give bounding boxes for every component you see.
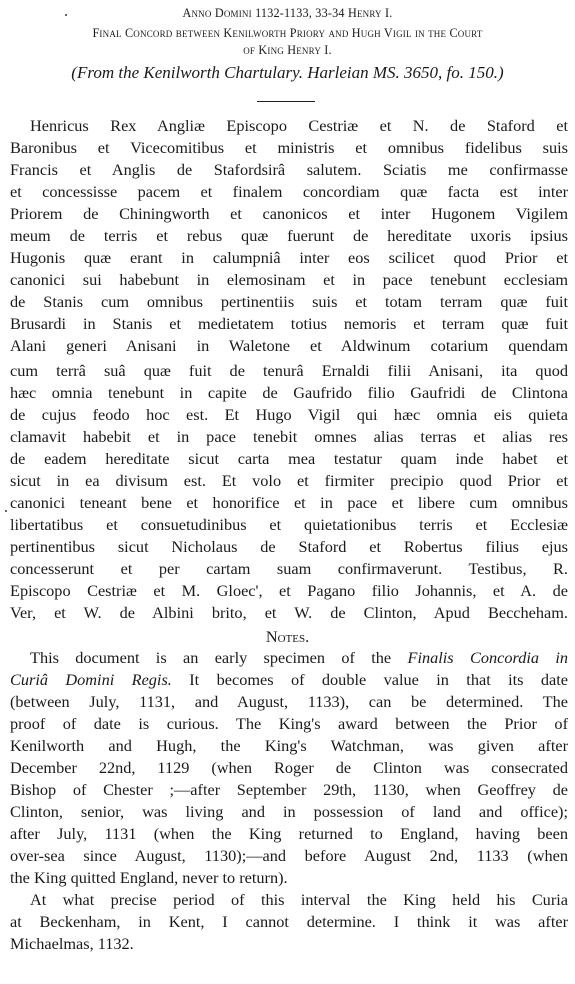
charter-line: sicut in ea divisum est. Et volo et firmiter precipio quod Prior et bbox=[10, 471, 568, 490]
notes-line: Michaelmas, 1132. bbox=[10, 934, 134, 953]
charter-line: hæc omnia tenebunt in capite de Gaufrido filio Gaufridi de Clintona bbox=[10, 383, 568, 402]
notes-heading: Notes. bbox=[265, 627, 310, 646]
notes-line: over-sea since August, 1130);—and before August 2nd, 1133 (when bbox=[10, 846, 568, 865]
charter-line: pertinentibus sicut Nicholaus de Staford et Robertus filius ejus bbox=[10, 537, 568, 556]
notes-line bbox=[10, 672, 568, 688]
print-speck bbox=[5, 510, 7, 512]
charter-line: de cujus feodo hoc est. Et Hugo Vigil qui hæc omnia eis quieta bbox=[10, 405, 568, 424]
charter-line: de Stanis cum omnibus pertinentiis suis et totam terram quæ fuit bbox=[10, 292, 568, 311]
notes-line: the King quitted England, never to return). bbox=[10, 868, 288, 887]
notes-line: (between July, 1131, and August, 1133), can be determined. The bbox=[10, 692, 568, 711]
notes-line: Bishop of Chester ;—after September 29th, 1130, when Geoffrey de bbox=[10, 780, 568, 799]
charter-line: cum terrâ suâ quæ fuit de tenurâ Ernaldi filii Anisani, ita quod bbox=[10, 361, 568, 380]
notes-line: at Beckenham, in Kent, I cannot determine. I think it was after bbox=[10, 912, 568, 931]
charter-line: libertatibus et consuetudinibus et quietationibus terris et Ecclesiæ bbox=[10, 515, 568, 534]
charter-line: Brusardi in Stanis et medietatem totius nemoris et terram quæ fuit bbox=[10, 314, 568, 333]
notes-italic-term: Curiâ Domini Regis. bbox=[10, 670, 172, 689]
charter-line: et concessisse pacem et finalem concordiam quæ facta est inter bbox=[10, 182, 568, 201]
title-rule bbox=[257, 101, 315, 102]
notes-line: proof of date is curious. The King's award between the Prior of bbox=[10, 714, 568, 733]
charter-line: Alani generi Anisani in Waletone et Aldwinum cotarium quendam bbox=[10, 336, 568, 355]
charter-line: de eadem hereditate sicut carta mea testatur quam inde habet et bbox=[10, 449, 568, 468]
notes-line-text: This document is an early specimen of the bbox=[30, 648, 408, 667]
charter-line: Baronibus et Vicecomitibus et ministris et omnibus fidelibus suis bbox=[10, 138, 568, 157]
charter-line: Hugonis quæ erant in calumpniâ inter eos scilicet quod Prior et bbox=[10, 248, 568, 267]
charter-line: meum de terris et rebus quæ fuerunt de hereditate uxoris ipsius bbox=[10, 226, 568, 245]
charter-line: Francis et Anglis de Stafordsirâ salutem. Sciatis me confirmasse bbox=[10, 160, 568, 179]
charter-line: concesserunt et per cartam suam confirmaverunt. Testibus, R. bbox=[10, 559, 568, 578]
notes-line: Clinton, senior, was living and in possession of land and office); bbox=[10, 802, 568, 821]
source-citation: (From the Kenilworth Chartulary. Harleian MS. 3650, fo. 150.) bbox=[71, 63, 504, 82]
running-header: Anno Domini 1132-1133, 33-34 Henry I. bbox=[182, 6, 393, 20]
document-title-line2: of King Henry I. bbox=[243, 43, 332, 57]
notes-line: after July, 1131 (when the King returned to England, having been bbox=[10, 824, 568, 843]
notes-line-text: It becomes of double value in that its date bbox=[171, 670, 569, 689]
notes-italic-term: Finalis Concordia in bbox=[407, 648, 569, 667]
charter-line: Ver, et W. de Albini brito, et W. de Clinton, Apud Beccheham. bbox=[10, 603, 568, 622]
notes-line: At what precise period of this interval the King held his Curia bbox=[30, 890, 568, 909]
document-title-line1: Final Concord between Kenilworth Priory and Hugh Vigil in the Court bbox=[92, 26, 483, 40]
notes-line bbox=[30, 650, 568, 666]
charter-line: clamavit habebit et in pace tenebit omnes alias terras et alias res bbox=[10, 427, 568, 446]
charter-line: canonici sui habebunt in elemosinam et in pace tenebunt ecclesiam bbox=[10, 270, 568, 289]
print-speck bbox=[65, 14, 67, 16]
charter-line: Episcopo Cestriæ et M. Gloec', et Pagano filio Johannis, et A. de bbox=[10, 581, 568, 600]
charter-line: Priorem de Chiningworth et canonicos et inter Hugonem Vigilem bbox=[10, 204, 568, 223]
notes-line: December 22nd, 1129 (when Roger de Clinton was consecrated bbox=[10, 758, 568, 777]
charter-line: Henricus Rex Angliæ Episcopo Cestriæ et N. de Staford et bbox=[30, 116, 568, 135]
notes-line: Kenilworth and Hugh, the King's Watchman, was given after bbox=[10, 736, 568, 755]
charter-line: canonici teneant bene et honorifice et in pace et libere cum omnibus bbox=[10, 493, 568, 512]
